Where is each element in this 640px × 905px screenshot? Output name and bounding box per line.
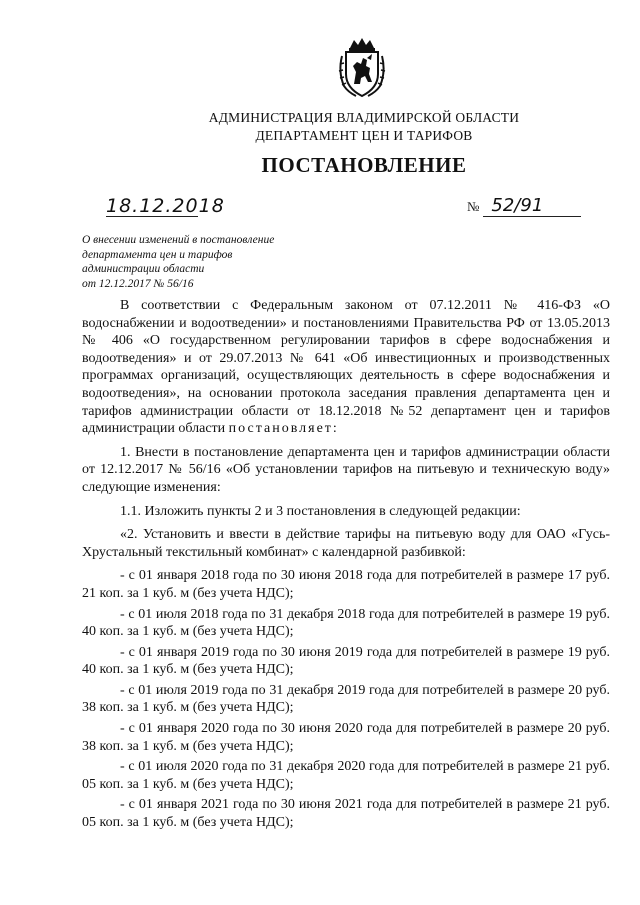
document-number: 52/91 [483, 196, 581, 217]
tariff-item: - с 01 июля 2019 года по 31 декабря 2019 года для потребителей в размере 20 руб. 38 коп. за 1 куб. м (без учета НДС); [82, 682, 610, 716]
preamble-text: В соответствии с Федеральным законом от 07.12.2011 № 416-ФЗ «О водоснабжении и водоотведении» и постановлениями Правительства РФ от 13.05.2013 № 406 «О государственном регулировании тарифов в сфере водоснабжения и водоотведения» и от 29.07.2013 № 641 «Об инвестиционных и производственных программах организаций, осуществляющих деятельность в сфере водоснабжения и водоотведения», на основании протокола заседания правления департамента цен и тарифов администрации области от 18.12.2018 №52 департамент цен и тарифов администрации области [82, 298, 610, 437]
resolves-word: постановляет: [228, 421, 339, 437]
preamble-paragraph [82, 297, 610, 438]
organization-name: АДМИНИСТРАЦИЯ ВЛАДИМИРСКОЙ ОБЛАСТИ [208, 110, 520, 125]
number-sign: № [467, 199, 480, 214]
tariff-list [82, 567, 610, 831]
department-name: ДЕПАРТАМЕНТ ЦЕН И ТАРИФОВ [255, 128, 473, 143]
document-body [82, 297, 610, 832]
tariff-item: - с 01 января 2020 года по 30 июня 2020 года для потребителей в размере 20 руб. 38 коп. за 1 куб. м (без учета НДС); [82, 721, 610, 754]
coat-of-arms-icon [334, 36, 390, 100]
document-subject [82, 233, 274, 291]
point-1: 1. Внести в постановление департамента цен и тарифов администрации области от 12.12.2017 № 56/16 «Об установлении тарифов на питьевую и техническую воду» следующие изменения: [82, 444, 610, 495]
tariff-item: - с 01 января 2019 года по 30 июня 2019 года для потребителей в размере 19 руб. 40 коп. за 1 куб. м (без учета НДС); [82, 644, 610, 678]
subject-line: департамента цен и тарифов [82, 248, 233, 261]
tariff-item: - с 01 июля 2018 года по 31 декабря 2018 года для потребителей в размере 19 руб. 40 коп. за 1 куб. м (без учета НДС); [82, 606, 610, 640]
subject-line: от 12.12.2017 № 56/16 [82, 277, 194, 290]
document-number-field [467, 196, 581, 217]
document-date: 18.12.2018 [106, 195, 225, 217]
point-1-1: 1.1. Изложить пункты 2 и 3 постановления в следующей редакции: [120, 503, 521, 519]
tariff-item: - с 01 января 2018 года по 30 июня 2018 года для потребителей в размере 17 руб. 21 коп. за 1 куб. м (без учета НДС); [82, 568, 610, 601]
subject-line: О внесении изменений в постановление [82, 234, 275, 246]
document-type-title: ПОСТАНОВЛЕНИЕ [261, 153, 467, 177]
tariff-item: - с 01 июля 2020 года по 31 декабря 2020 года для потребителей в размере 21 руб. 05 коп. за 1 куб. м (без учета НДС); [82, 759, 610, 792]
point-2: «2. Установить и ввести в действие тарифы на питьевую воду для ОАО «Гусь-Хрустальный текстильный комбинат» с календарной разбивкой: [82, 527, 610, 560]
tariff-item: - с 01 января 2021 года по 30 июня 2021 года для потребителей в размере 21 руб. 05 коп. за 1 куб. м (без учета НДС); [82, 797, 610, 831]
subject-line: администрации области [82, 263, 205, 275]
